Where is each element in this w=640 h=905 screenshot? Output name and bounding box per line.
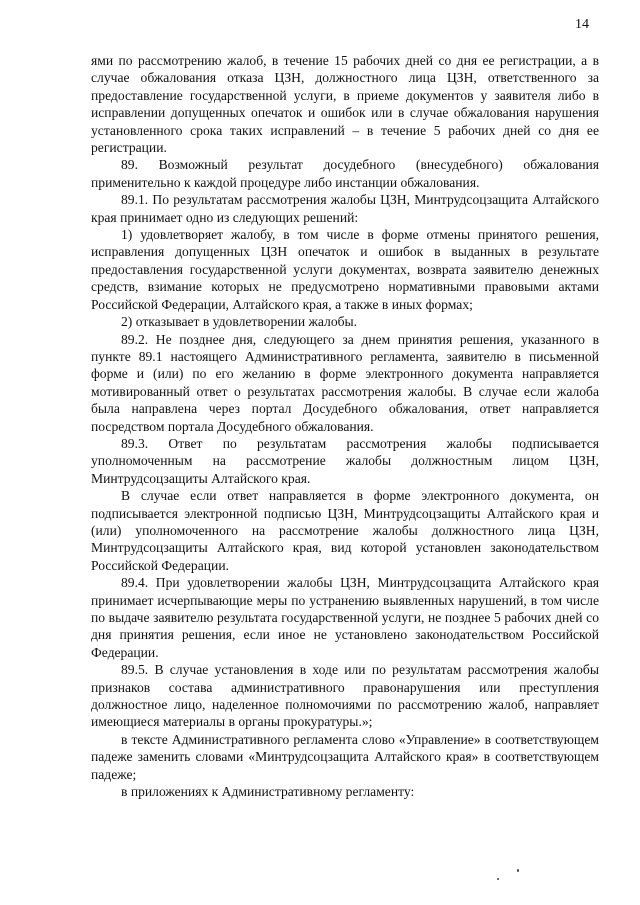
paragraph-89-3-electronic: В случае если ответ направляется в форме электронного документа, он подписывается электронной подписью ЦЗН, Минтрудсоцзащиты Алтайского края и (или) уполномоченного на рассмотрение жалобы должностного лица ЦЗН, Минтрудсоцзащиты Алтайского края, вид которой установлен законодательством Российской Федерации.: [91, 488, 599, 573]
paragraph-89-1: 89.1. По результатам рассмотрения жалобы ЦЗН, Минтрудсоцзащита Алтайского края принимает одно из следующих решений:: [91, 192, 599, 225]
paragraph-89-4: 89.4. При удовлетворении жалобы ЦЗН, Минтрудсоцзащита Алтайского края принимает исчерпывающие меры по устранению выявленных нарушений, в том числе по выдаче заявителю результата государственной услуги, не позднее 5 рабочих дней со дня принятия решения, если иное не установлено законодательством Российской Федерации.: [91, 575, 599, 660]
paragraph-89-5: 89.5. В случае установления в ходе или по результатам рассмотрения жалобы признаков состава административного правонарушения или преступления должностное лицо, наделенное полномочиями по рассмотрению жалоб, направляет имеющиеся материалы в органы прокуратуры.»;: [91, 662, 599, 730]
paragraph-appendices: в приложениях к Административному регламенту:: [121, 784, 415, 800]
paragraph-89-3: 89.3. Ответ по результатам рассмотрения жалобы подписывается уполномоченным на рассмотрение жалобы должностным лицом ЦЗН, Минтрудсоцзащиты Алтайского края.: [91, 435, 599, 486]
paragraph-89-1-item-1: 1) удовлетворяет жалобу, в том числе в форме отмены принятого решения, исправления допущенных ЦЗН опечаток и ошибок в выданных в результате предоставления государственной услуги документах, возврата заявителю денежных средств, взимание которых не предусмотрено нормативными правовыми актами Российской Федерации, Алтайского края, а также в иных формах;: [91, 227, 599, 312]
paragraph-89-1-item-2: 2) отказывает в удовлетворении жалобы.: [121, 314, 358, 330]
page-number: 14: [575, 17, 589, 32]
paragraph-89-2: 89.2. Не позднее дня, следующего за днем принятия решения, указанного в пункте 89.1 настоящего Административного регламента, заявителю в письменной форме и (или) по его желанию в форме электронного документа направляется мотивированный ответ о результатах рассмотрения жалобы. В случае если жалоба была направлена через портал Досудебного обжалования, ответ направляется посредством портала Досудебного обжалования.: [91, 331, 599, 434]
paragraph-replace-term: в тексте Административного регламента слово «Управление» в соответствующем падеже заменить словами «Минтрудсоцзащита Алтайского края» в соответствующем падеже;: [91, 731, 599, 782]
document-body: [91, 52, 599, 800]
paragraph-continuation: ями по рассмотрению жалоб, в течение 15 рабочих дней со дня ее регистрации, а в случае обжалования отказа ЦЗН, должностного лица ЦЗН, ответственного за предоставление государственной услуги, в приеме документов у заявителя либо в исправлении допущенных опечаток и ошибок или в случае обжалования нарушения установленного срока таких исправлений – в течение 5 рабочих дней со дня ее регистрации.: [91, 53, 599, 156]
scan-artifact-dot: [497, 878, 499, 880]
paragraph-89: 89. Возможный результат досудебного (внесудебного) обжалования применительно к каждой процедуре либо инстанции обжалования.: [91, 157, 599, 190]
scan-artifact-dot: [517, 869, 519, 872]
